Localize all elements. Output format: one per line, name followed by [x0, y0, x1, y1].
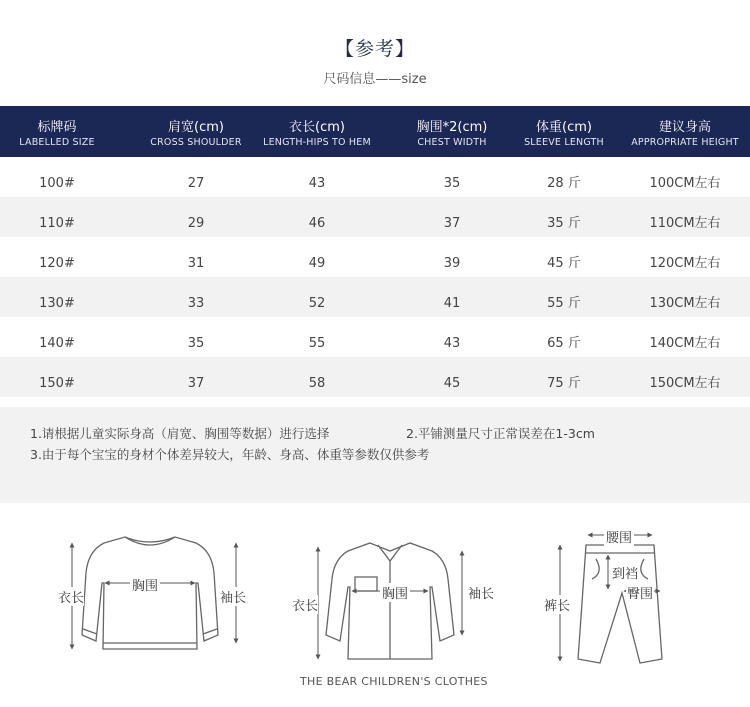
sweater-chest-label: 胸围 [130, 575, 160, 594]
note-2: 2.平铺测量尺寸正常误差在1-3cm [406, 426, 595, 441]
table-cell: 140# [39, 336, 75, 351]
table-cell: 65 斤 [547, 336, 581, 351]
brand-caption: THE BEAR CHILDREN'S CLOTHES [300, 675, 488, 688]
table-cell: 110# [39, 216, 75, 231]
table-cell: 75 斤 [547, 376, 581, 391]
measurement-diagrams [0, 503, 750, 707]
table-cell: 28 斤 [547, 176, 581, 191]
table-cell: 45 [443, 376, 461, 391]
table-cell: 39 [443, 256, 461, 271]
table-cell: 49 [308, 256, 326, 271]
table-row [0, 317, 750, 357]
table-row [0, 157, 750, 197]
table-cell: 29 [187, 216, 205, 231]
table-cell: 35 [187, 336, 205, 351]
table-row [0, 197, 750, 237]
pants-waist-label: 腰围 [604, 527, 634, 546]
pants-length-label: 裤长 [544, 595, 570, 614]
table-cell: 46 [308, 216, 326, 231]
shirt-sleeve-label: 袖长 [468, 583, 494, 602]
table-cell: 35 [443, 176, 461, 191]
pants-crotch-label: 到裆 [612, 567, 639, 582]
table-cell: 58 [308, 376, 326, 391]
table-cell: 100CM左右 [649, 176, 721, 191]
table-cell: 120CM左右 [649, 256, 721, 271]
table-cell: 37 [187, 376, 205, 391]
table-cell: 41 [443, 296, 461, 311]
table-cell: 45 斤 [547, 256, 581, 271]
notes-panel [0, 407, 750, 503]
note-1: 1.请根据儿童实际身高（肩宽、胸围等数据）进行选择 [30, 426, 330, 441]
table-header [0, 106, 750, 157]
table-cell: 55 [308, 336, 326, 351]
table-cell: 130# [39, 296, 75, 311]
column-header-length: 衣长(cm) LENGTH-HIPS TO HEM [263, 120, 371, 148]
note-3: 3.由于每个宝宝的身材个体差异较大，年龄、身高、体重等参数仅供参考 [30, 447, 430, 462]
table-cell: 37 [443, 216, 461, 231]
shirt-length-label: 衣长 [292, 595, 318, 614]
sweater-sleeve-label: 袖长 [220, 587, 246, 606]
sweater-length-label: 衣长 [58, 587, 84, 606]
table-row [0, 357, 750, 397]
column-header-height: 建议身高 APPROPRIATE HEIGHT [631, 120, 739, 148]
table-cell: 55 斤 [547, 296, 581, 311]
table-row [0, 237, 750, 277]
table-cell: 150CM左右 [649, 376, 721, 391]
table-body [0, 157, 750, 397]
table-cell: 35 斤 [547, 216, 581, 231]
shirt-chest-label: 胸围 [380, 583, 410, 602]
column-header-size: 标牌码 LABELLED SIZE [19, 120, 95, 148]
table-cell: 27 [187, 176, 205, 191]
column-header-shoulder: 肩宽(cm) CROSS SHOULDER [150, 120, 242, 148]
table-cell: 150# [39, 376, 75, 391]
table-cell: 43 [308, 176, 326, 191]
pants-hip-label: 臀围 [626, 583, 654, 602]
table-cell: 31 [187, 256, 205, 271]
table-row [0, 277, 750, 317]
column-header-chest: 胸围*2(cm) CHEST WIDTH [416, 120, 488, 148]
table-cell: 52 [308, 296, 326, 311]
column-header-weight: 体重(cm) SLEEVE LENGTH [524, 120, 604, 148]
table-cell: 140CM左右 [649, 336, 721, 351]
table-cell: 110CM左右 [649, 216, 721, 231]
table-cell: 130CM左右 [649, 296, 721, 311]
table-cell: 33 [187, 296, 205, 311]
page-title: 【参考】 [334, 38, 415, 60]
table-cell: 100# [39, 176, 75, 191]
table-cell: 120# [39, 256, 75, 271]
table-cell: 43 [443, 336, 461, 351]
page-subtitle: 尺码信息——size [323, 72, 427, 87]
